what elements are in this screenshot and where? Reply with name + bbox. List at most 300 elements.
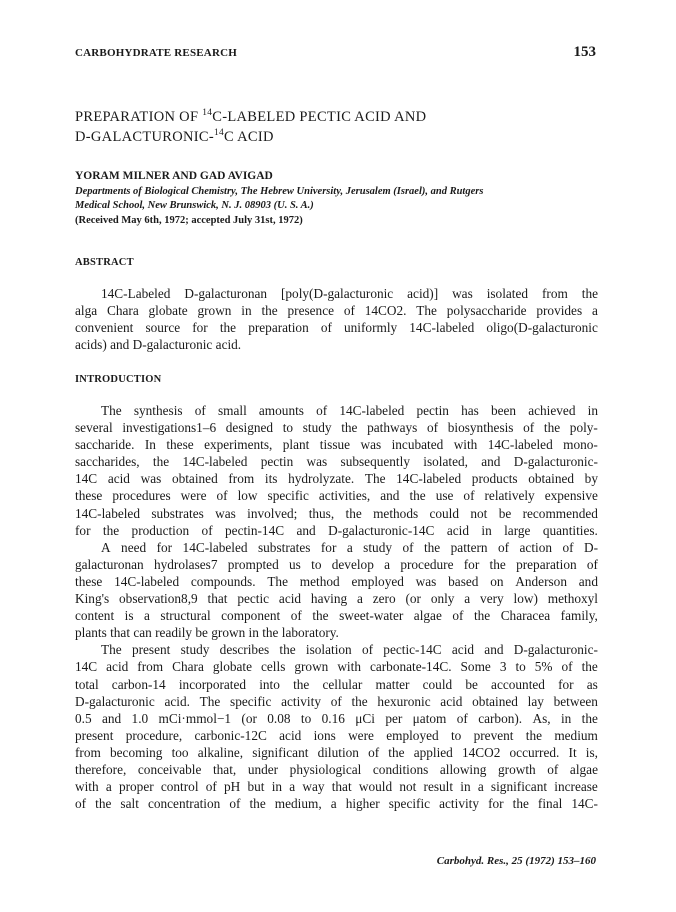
text-line (75, 285, 598, 302)
word: The (267, 573, 288, 589)
word: mono- (563, 437, 598, 453)
text-line (75, 319, 598, 336)
word: a (144, 608, 150, 624)
word: polysaccharide (446, 303, 527, 319)
word: total (75, 676, 99, 692)
word: small (217, 403, 247, 418)
word: 14CO2 (461, 744, 501, 760)
word: 0.16 (321, 710, 345, 726)
text-line (75, 573, 598, 590)
word: of (194, 403, 206, 418)
word: acid)] (407, 286, 439, 301)
word: allowing (439, 761, 487, 777)
word: several (75, 420, 113, 436)
word: D-galacturonic-14C (328, 522, 435, 538)
word: activity (439, 796, 480, 812)
word: of (216, 488, 228, 504)
word: and (484, 642, 504, 658)
word: under (247, 761, 279, 777)
word: The (199, 693, 221, 709)
word: the (409, 488, 426, 504)
word: the (581, 286, 598, 301)
word: cells (261, 659, 286, 675)
word: these (166, 437, 194, 453)
word: not (470, 505, 488, 521)
word: for (558, 676, 574, 692)
word: pectic (237, 591, 270, 607)
text-line (75, 539, 598, 556)
word: employed (351, 573, 404, 589)
word: incubated (391, 437, 444, 453)
word: algae (569, 761, 598, 777)
word: salt (120, 796, 139, 812)
word: way (302, 779, 325, 795)
word: family, (560, 608, 598, 624)
word: a (591, 303, 598, 319)
word: use (435, 488, 454, 504)
word: in (481, 522, 492, 538)
word: products (471, 471, 518, 487)
word: expensive (544, 488, 598, 504)
word: activity (281, 693, 321, 709)
word: carbon). (478, 710, 523, 726)
word: alga (75, 303, 98, 319)
text-line (75, 693, 598, 710)
word: convenient (75, 320, 134, 336)
word: to (450, 727, 462, 743)
word: Characea (500, 608, 551, 624)
word: of (456, 710, 468, 726)
word: preparation (248, 320, 309, 336)
word: of (523, 420, 535, 436)
word: Anderson (515, 573, 567, 589)
word: the (95, 796, 112, 812)
word: acid (446, 522, 469, 538)
word: King's (75, 591, 110, 607)
word: 14C-labeled (114, 573, 180, 589)
word: is (124, 608, 134, 624)
word: amounts (258, 403, 304, 418)
word: methods (373, 505, 419, 521)
text-line (75, 436, 598, 453)
text-line (75, 522, 598, 539)
word: for (488, 796, 504, 812)
word: biosynthesis (447, 420, 514, 436)
word: that, (212, 761, 237, 777)
word: alkaline, (197, 744, 244, 760)
word: its (264, 471, 278, 487)
text-line (75, 607, 598, 624)
word: The (101, 642, 122, 658)
word: pectin (416, 403, 449, 418)
word: Chara (106, 303, 139, 319)
word: 14C-labeled (339, 403, 405, 418)
word: acid. (164, 693, 190, 709)
word: from (541, 286, 568, 301)
word: only (430, 591, 455, 607)
word: hydrolyzate. (288, 471, 355, 487)
word: us (289, 556, 301, 572)
text-line (75, 727, 598, 744)
word: mCi·mmol−1 (158, 710, 232, 726)
word: the (261, 303, 278, 319)
word: for (463, 556, 480, 572)
word: between (553, 693, 598, 709)
word: obtained (472, 693, 518, 709)
word: isolated (486, 286, 529, 301)
word: of (368, 744, 380, 760)
word: of (547, 761, 559, 777)
word: cellular (322, 676, 363, 692)
word: for (192, 320, 208, 336)
word: μatom (412, 710, 447, 726)
word: specific (230, 693, 272, 709)
word: a (346, 539, 353, 555)
word: the (512, 796, 529, 812)
word: study (302, 420, 332, 436)
word: accounted (491, 676, 545, 692)
word: D-galacturonan (184, 286, 268, 301)
word: with (453, 437, 478, 453)
word: study (363, 539, 392, 555)
word: for (75, 522, 91, 538)
word: of (229, 796, 241, 812)
word: 14C-labeled (487, 437, 553, 453)
word: compounds. (190, 573, 256, 589)
text-line (75, 761, 598, 778)
word: 14CO2. (364, 303, 407, 319)
text-line (75, 302, 598, 319)
word: the (345, 505, 362, 521)
word: D-galacturonic (75, 693, 155, 709)
word: 14C (75, 659, 98, 675)
word: source (145, 320, 181, 336)
word: therefore, (75, 761, 127, 777)
word: of (562, 539, 574, 555)
word: synthesis (133, 403, 183, 418)
word: The (364, 471, 386, 487)
word: as (586, 676, 598, 692)
word: of (290, 608, 302, 624)
word: carbon-14 (111, 676, 166, 692)
word: globate (148, 303, 188, 319)
word: obtained (171, 471, 218, 487)
journal-name: CARBOHYDRATE RESEARCH (75, 47, 237, 59)
word: 0.08 (267, 710, 291, 726)
word: grown (197, 303, 232, 319)
word: the (525, 727, 543, 743)
word: medium, (274, 796, 322, 812)
word: acid (106, 659, 129, 675)
word: the (351, 693, 368, 709)
word: present (131, 642, 171, 658)
word: 14C-labeled (182, 454, 248, 470)
word: was (452, 286, 473, 301)
word: the (489, 556, 506, 572)
word: poly- (569, 420, 598, 436)
word: saccharide. (75, 437, 135, 453)
word: subsequently (340, 454, 410, 470)
word: carbonic-12C (194, 727, 267, 743)
word: action (519, 539, 553, 555)
word: and (101, 710, 122, 726)
word: these (75, 488, 103, 504)
text-line (75, 487, 598, 504)
word: matter (375, 676, 410, 692)
word: prompted (227, 556, 279, 572)
word: acid (440, 693, 463, 709)
word: of (561, 659, 573, 675)
abstract-body (75, 285, 598, 353)
word: having (310, 591, 348, 607)
word: D-galacturonic- (513, 454, 598, 470)
word: acid (279, 727, 302, 743)
word: μCi (355, 710, 375, 726)
word: from (228, 471, 255, 487)
word: from (137, 659, 164, 675)
word: specific (267, 488, 309, 504)
word: of (75, 796, 87, 812)
word: into (259, 676, 280, 692)
word: the (249, 796, 266, 812)
word: significant (252, 744, 309, 760)
word: been (490, 403, 517, 418)
word: significant (490, 779, 548, 795)
word: of (402, 539, 414, 555)
word: a (356, 591, 363, 607)
word: pectin (260, 454, 294, 470)
word: the (219, 320, 237, 336)
word: obtained (528, 471, 575, 487)
word: and (578, 573, 598, 589)
received-date: (Received May 6th, 1972; accepted July 31st, 1972) (75, 215, 303, 226)
word: procedure (400, 556, 454, 572)
word: need (121, 539, 147, 555)
word: was (140, 471, 162, 487)
word: a (464, 591, 471, 607)
introduction-body (75, 402, 598, 812)
word: the (543, 420, 561, 436)
word: the (581, 659, 598, 675)
word: to (300, 710, 312, 726)
word: component (221, 608, 281, 624)
word: uniformly (344, 320, 398, 336)
word: was (306, 454, 328, 470)
word: recommended (522, 505, 598, 521)
word: 14C-labeled (182, 539, 248, 555)
word: pH (224, 779, 241, 795)
text-line (75, 795, 598, 812)
text-line (75, 676, 598, 693)
word: substrates (151, 505, 204, 521)
word: pathways (367, 420, 418, 436)
word: The (416, 303, 437, 319)
word: a (384, 556, 391, 572)
word: was (215, 505, 236, 521)
word: applied (413, 744, 453, 760)
text-line (75, 556, 598, 573)
word: D- (583, 539, 598, 555)
word: very (480, 591, 504, 607)
word: Some (460, 659, 491, 675)
word: that (207, 591, 228, 607)
word: lay (527, 693, 544, 709)
word: sweet-water (339, 608, 404, 624)
word: was (415, 573, 437, 589)
word: dilution (317, 744, 359, 760)
word: develop (331, 556, 374, 572)
word: and (296, 522, 316, 538)
word: pectic-14C (383, 642, 442, 658)
word: to (515, 659, 526, 675)
word: 14C-labeled (75, 505, 140, 521)
word: As, (532, 710, 551, 726)
word: occurred. (509, 744, 560, 760)
word: that (331, 779, 352, 795)
text-line (75, 778, 598, 795)
word: study (180, 642, 210, 658)
word: the (152, 454, 170, 470)
word: the (341, 420, 358, 436)
word: acid (107, 471, 130, 487)
introduction-heading: INTRODUCTION (75, 374, 162, 385)
text-line (75, 402, 598, 419)
affiliation-line: Medical School, New Brunswick, N. J. 08903 (U. S. A.) (75, 199, 314, 211)
text-line (75, 590, 598, 607)
word: of (361, 642, 374, 658)
word: with (337, 659, 361, 675)
word: of (330, 693, 342, 709)
word: (or (405, 591, 421, 607)
word: 14C-labeled (409, 320, 475, 336)
word: procedure, (125, 727, 183, 743)
word: a (330, 796, 337, 812)
word: D-galacturonic- (513, 642, 598, 658)
word: present (75, 727, 114, 743)
word: thus, (308, 505, 335, 521)
word: oligo(D-galacturonic (486, 320, 598, 336)
word: saccharides, (75, 454, 140, 470)
text-line (75, 658, 598, 675)
article-title (75, 107, 605, 147)
word: incorporated (178, 676, 247, 692)
word: to (282, 420, 294, 436)
word: would (358, 779, 393, 795)
word: medium (554, 727, 598, 743)
word: physiological (289, 761, 362, 777)
text-line (75, 744, 598, 761)
word: in (271, 779, 283, 795)
word: too (171, 744, 189, 760)
word: procedures (112, 488, 171, 504)
text-line (75, 710, 598, 727)
word: of (201, 522, 213, 538)
word: and (481, 454, 501, 470)
word: investigations1–6 (122, 420, 217, 436)
text-line (75, 470, 598, 487)
word: It (568, 744, 577, 760)
word: provides (536, 303, 583, 319)
word: 14C- (571, 796, 598, 812)
word: observation8,9 (119, 591, 198, 607)
word: 0.5 (75, 710, 92, 726)
word: with (75, 779, 99, 795)
word: concentration (147, 796, 221, 812)
word: preparation (516, 556, 577, 572)
word: could (422, 676, 453, 692)
word: for (320, 539, 337, 555)
word: were (180, 488, 207, 504)
authors: YORAM MILNER AND GAD AVIGAD (75, 170, 273, 182)
word: the (473, 608, 491, 624)
word: increase (554, 779, 598, 795)
word: low) (513, 591, 538, 607)
title-line-1: PREPARATION OF $^{14}$C-LABELED PECTIC ACID AND (75, 108, 427, 125)
word: A (101, 539, 111, 555)
word: and (380, 488, 400, 504)
word: activities, (318, 488, 371, 504)
word: prevent (473, 727, 514, 743)
word: content (75, 608, 115, 624)
word: acid (278, 591, 302, 607)
word: algae (413, 608, 442, 624)
word: in (560, 710, 572, 726)
abstract-heading: ABSTRACT (75, 257, 134, 268)
word: acid (451, 642, 475, 658)
word: in (460, 779, 471, 795)
word: the (312, 608, 329, 624)
word: grown (294, 659, 329, 675)
word: a (477, 779, 484, 795)
word: In (144, 437, 156, 453)
word: the (279, 642, 296, 658)
word: in (587, 403, 598, 418)
word: plant (282, 437, 310, 453)
word: the (388, 744, 405, 760)
word: in (241, 303, 252, 319)
text-line (75, 641, 598, 658)
word: isolation (305, 642, 352, 658)
word: presence (287, 303, 335, 319)
word: 5% (534, 659, 553, 675)
word: from (75, 744, 101, 760)
word: 1.0 (131, 710, 149, 726)
word: the (102, 522, 120, 538)
word: based (448, 573, 479, 589)
word: the (293, 676, 310, 692)
word: quantities. (542, 522, 598, 538)
word: per (385, 710, 403, 726)
word: is, (585, 744, 598, 760)
word: pattern (450, 539, 488, 555)
word: substrates (257, 539, 311, 555)
word: galacturonan (75, 556, 144, 572)
word: of (586, 556, 598, 572)
running-head (75, 44, 596, 61)
text-line: plants that can readily be grown in the laboratory. (75, 625, 339, 641)
word: of (343, 303, 355, 319)
word: zero (372, 591, 396, 607)
text-line (75, 453, 598, 470)
word: [poly(D-galacturonic (280, 286, 394, 301)
word: of (427, 420, 439, 436)
word: 3 (499, 659, 507, 675)
word: of (452, 608, 464, 624)
word: not (399, 779, 417, 795)
word: pectin-14C (225, 522, 285, 538)
word: experiments, (204, 437, 273, 453)
affiliation (75, 185, 595, 212)
